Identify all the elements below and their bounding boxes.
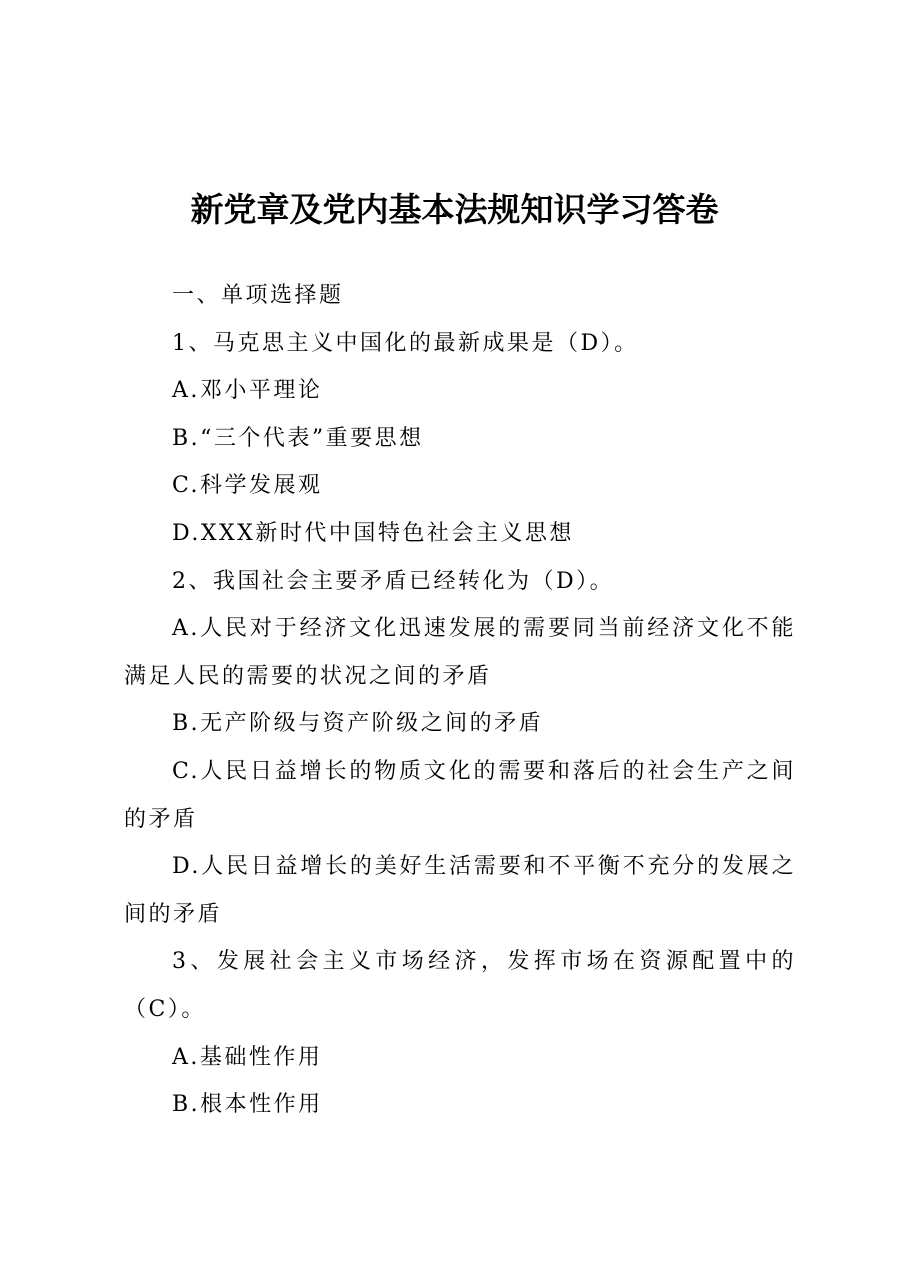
question-2-option-d: D.人民日益增长的美好生活需要和不平衡不充分的发展之间的矛盾 bbox=[124, 854, 796, 927]
document-body bbox=[124, 272, 796, 1129]
question-1-option-c: C.科学发展观 bbox=[172, 473, 323, 499]
question-2: 2、我国社会主要矛盾已经转化为（D）。 bbox=[172, 568, 615, 594]
question-3-option-b: B.根本性作用 bbox=[172, 1092, 323, 1118]
document-title: 新党章及党内基本法规知识学习答卷 bbox=[190, 190, 719, 229]
question-3: 3、发展社会主义市场经济，发挥市场在资源配置中的（C）。 bbox=[124, 949, 796, 1022]
question-1-option-b: B.“三个代表”重要思想 bbox=[172, 425, 424, 451]
question-2-option-c: C.人民日益增长的物质文化的需要和落后的社会生产之间的矛盾 bbox=[124, 758, 796, 832]
question-1: 1、马克思主义中国化的最新成果是（D）。 bbox=[172, 330, 639, 356]
section-heading: 一、单项选择题 bbox=[172, 283, 344, 308]
question-2-option-b: B.无产阶级与资产阶级之间的矛盾 bbox=[172, 711, 544, 737]
question-1-option-d: D.XXX新时代中国特色社会主义思想 bbox=[172, 520, 574, 546]
question-1-option-a: A.邓小平理论 bbox=[172, 378, 323, 404]
question-3-option-a: A.基础性作用 bbox=[172, 1044, 323, 1070]
question-2-option-a: A.人民对于经济文化迅速发展的需要同当前经济文化不能满足人民的需要的状况之间的矛盾 bbox=[124, 616, 796, 689]
